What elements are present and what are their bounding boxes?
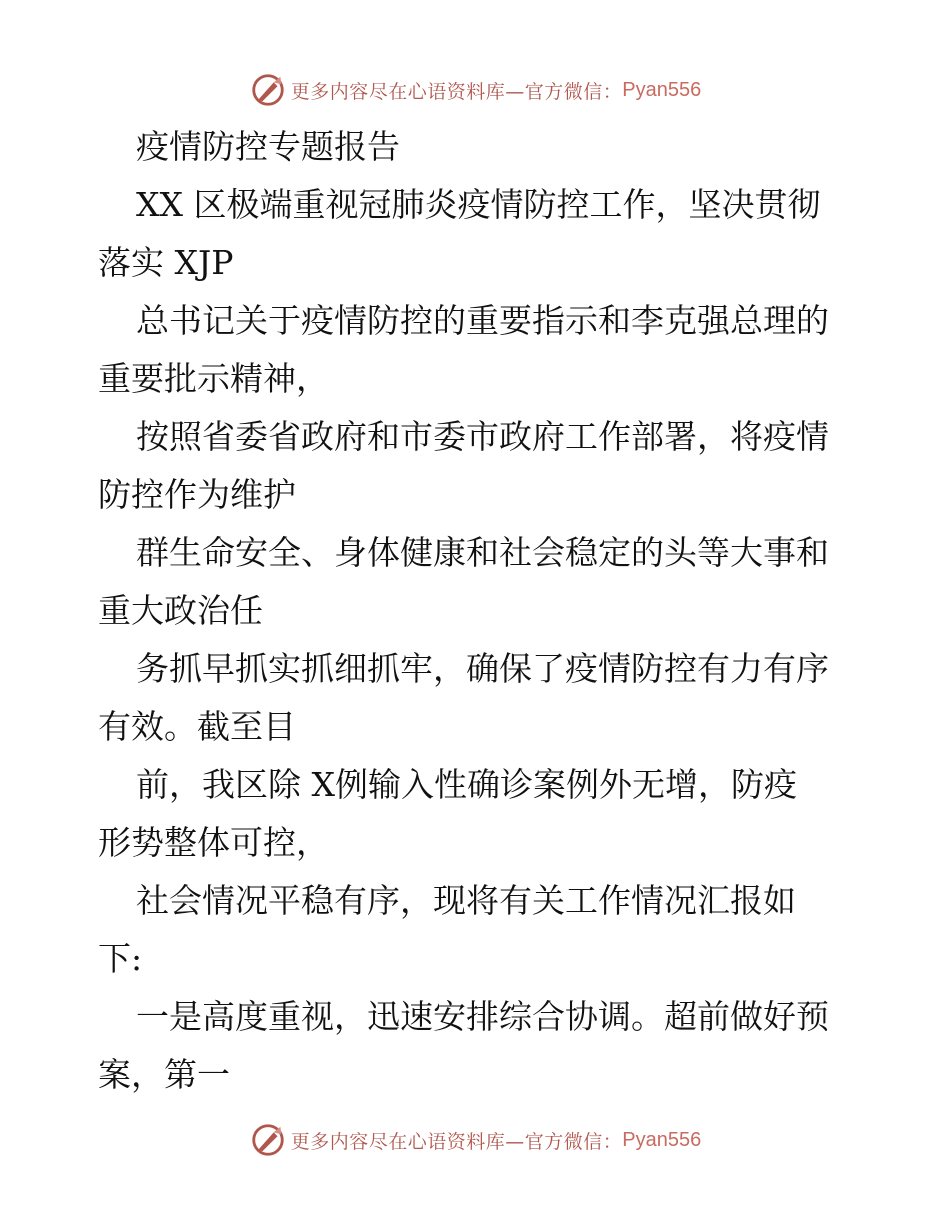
text-line: 按照省委省政府和市委市政府工作部署，将疫情: [136, 417, 829, 456]
text-line: 重大政治任: [98, 591, 263, 630]
text-line: 务抓早抓实抓细抓牢，确保了疫情防控有力有序: [136, 649, 829, 688]
text-line: 总书记关于疫情防控的重要指示和李克强总理的: [136, 301, 829, 340]
header-watermark-banner: [0, 70, 950, 110]
footer-watermark-banner: [0, 1120, 950, 1160]
banner-wechat-id: Pyan556: [622, 78, 702, 101]
text-line: 前，我区除 X例输入性确诊案例外无增，防疫: [136, 765, 797, 804]
text-line: 疫情防控专题报告: [136, 127, 400, 166]
banner-text: 更多内容尽在心语资料库—官方微信：: [290, 80, 623, 103]
quill-logo-icon: [249, 1121, 287, 1159]
text-line: 群生命安全、身体健康和社会稳定的头等大事和: [136, 533, 829, 572]
text-line: 形势整体可控，: [98, 823, 329, 862]
text-line: 防控作为维护: [98, 475, 296, 514]
text-line: 社会情况平稳有序，现将有关工作情况汇报如: [136, 881, 796, 920]
text-line: 重要批示精神，: [98, 359, 329, 398]
document-body: [98, 118, 858, 1104]
banner-text: 更多内容尽在心语资料库—官方微信：: [290, 1130, 623, 1153]
text-line: 案，第一: [98, 1055, 230, 1094]
text-line: 下:: [98, 939, 143, 978]
text-line: 落实 XJP: [98, 243, 234, 282]
banner-wechat-id: Pyan556: [622, 1128, 702, 1151]
quill-logo-icon: [249, 71, 287, 109]
text-line: 一是高度重视，迅速安排综合协调。超前做好预: [136, 997, 829, 1036]
text-line: XX 区极端重视冠肺炎疫情防控工作，坚决贯彻: [136, 185, 821, 224]
text-line: 有效。截至目: [98, 707, 296, 746]
